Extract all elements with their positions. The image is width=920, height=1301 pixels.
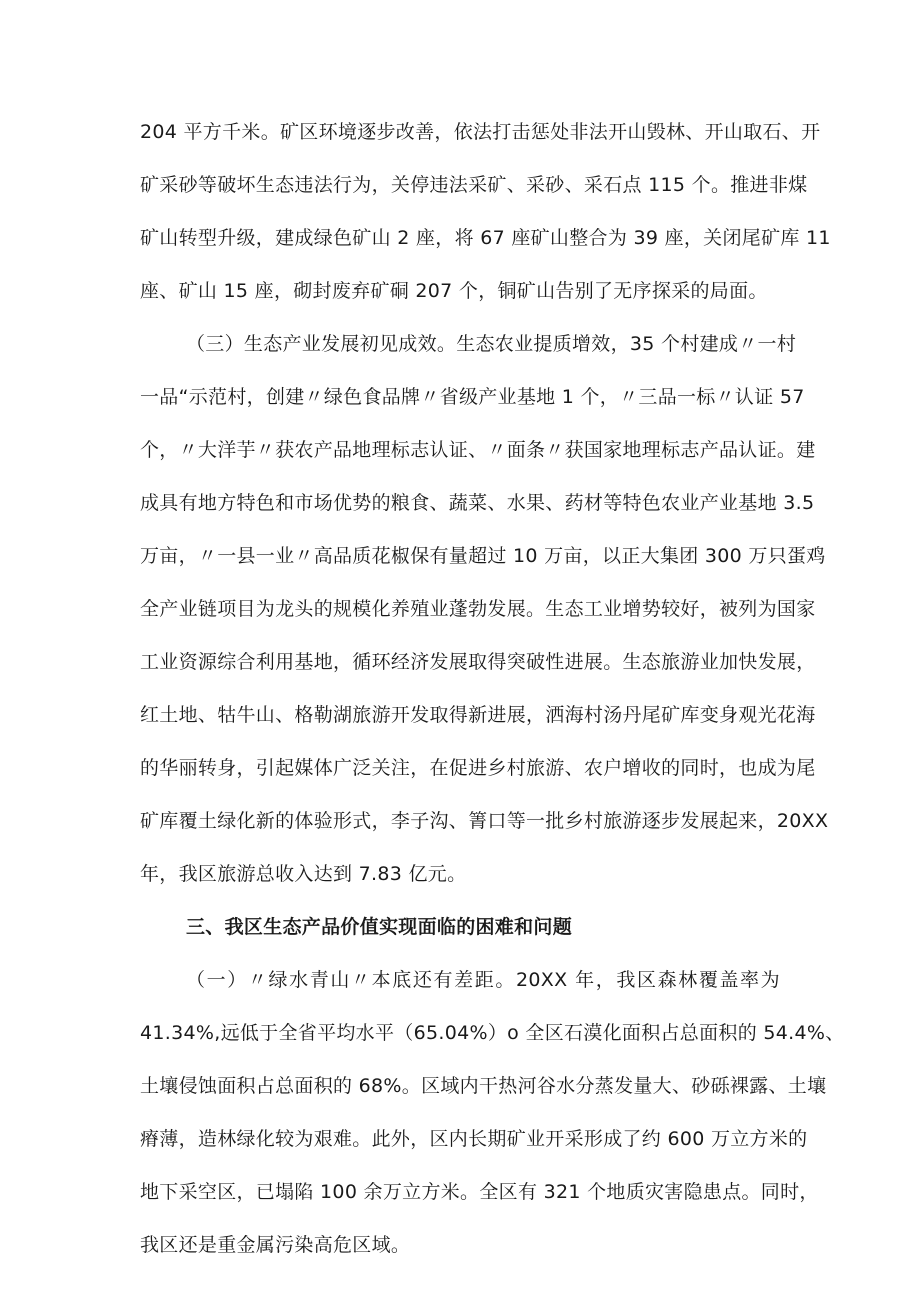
paragraph-line: 一品“示范村，创建〃绿色食品牌〃省级产业基地 1 个，〃三品一标〃认证 57 xyxy=(140,386,805,408)
paragraph-line: （三）生态产业发展初见成效。生态农业提质增效，35 个村建成〃一村 xyxy=(186,333,797,355)
paragraph-line: 矿山转型升级，建成绿色矿山 2 座，将 67 座矿山整合为 39 座，关闭尾矿库 11 xyxy=(140,227,831,249)
paragraph-line: 矿采砂等破坏生态违法行为，关停违法采矿、采砂、采石点 115 个。推进非煤 xyxy=(140,174,808,196)
paragraph-line: 41.34%,远低于全省平均水平（65.04%）o 全区石漠化面积占总面积的 54.4%、 xyxy=(140,1022,845,1044)
paragraph-line: 矿库覆土绿化新的体验形式，李子沟、箐口等一批乡村旅游逐步发展起来，20XX xyxy=(140,810,829,832)
paragraph-line: 个，〃大洋芋〃获农产品地理标志认证、〃面条〃获国家地理标志产品认证。建 xyxy=(140,439,816,461)
paragraph-line: 工业资源综合利用基地，循环经济发展取得突破性进展。生态旅游业加快发展， xyxy=(140,651,816,673)
paragraph-line: 座、矿山 15 座，砌封废弃矿硐 207 个，铜矿山告别了无序探采的局面。 xyxy=(140,280,768,302)
paragraph-line: 的华丽转身，引起媒体广泛关注，在促进乡村旅游、农户增收的同时，也成为尾 xyxy=(140,757,816,779)
section-heading: 三、我区生态产品价值实现面临的困难和问题 xyxy=(186,916,573,938)
paragraph-line: 地下采空区，已塌陷 100 余万立方米。全区有 321 个地质灾害隐患点。同时， xyxy=(140,1181,819,1203)
paragraph-line: 204 平方千米。矿区环境逐步改善，依法打击惩处非法开山毁林、开山取石、开 xyxy=(140,121,821,143)
paragraph-line: 红土地、牯牛山、格勒湖旅游开发取得新进展，洒海村汤丹尾矿库变身观光花海 xyxy=(140,704,816,726)
paragraph-line: （一）〃绿水青山〃本底还有差距。20XX 年，我区森林覆盖率为 xyxy=(186,969,780,991)
paragraph-line: 全产业链项目为龙头的规模化养殖业蓬勃发展。生态工业增势较好，被列为国家 xyxy=(140,598,816,620)
paragraph-line: 土壤侵蚀面积占总面积的 68%。区域内干热河谷水分蒸发量大、砂砾裸露、土壤 xyxy=(140,1075,827,1097)
paragraph-line: 成具有地方特色和市场优势的粮食、蔬菜、水果、药材等特色农业产业基地 3.5 xyxy=(140,492,815,514)
paragraph-line: 我区还是重金属污染高危区域。 xyxy=(140,1234,411,1256)
paragraph-line: 万亩，〃一县一业〃高品质花椒保有量超过 10 万亩，以正大集团 300 万只蛋鸡 xyxy=(140,545,826,567)
paragraph-line: 年，我区旅游总收入达到 7.83 亿元。 xyxy=(140,863,467,885)
paragraph-line: 瘠薄，造林绿化较为艰难。此外，区内长期矿业开采形成了约 600 万立方米的 xyxy=(140,1128,808,1150)
